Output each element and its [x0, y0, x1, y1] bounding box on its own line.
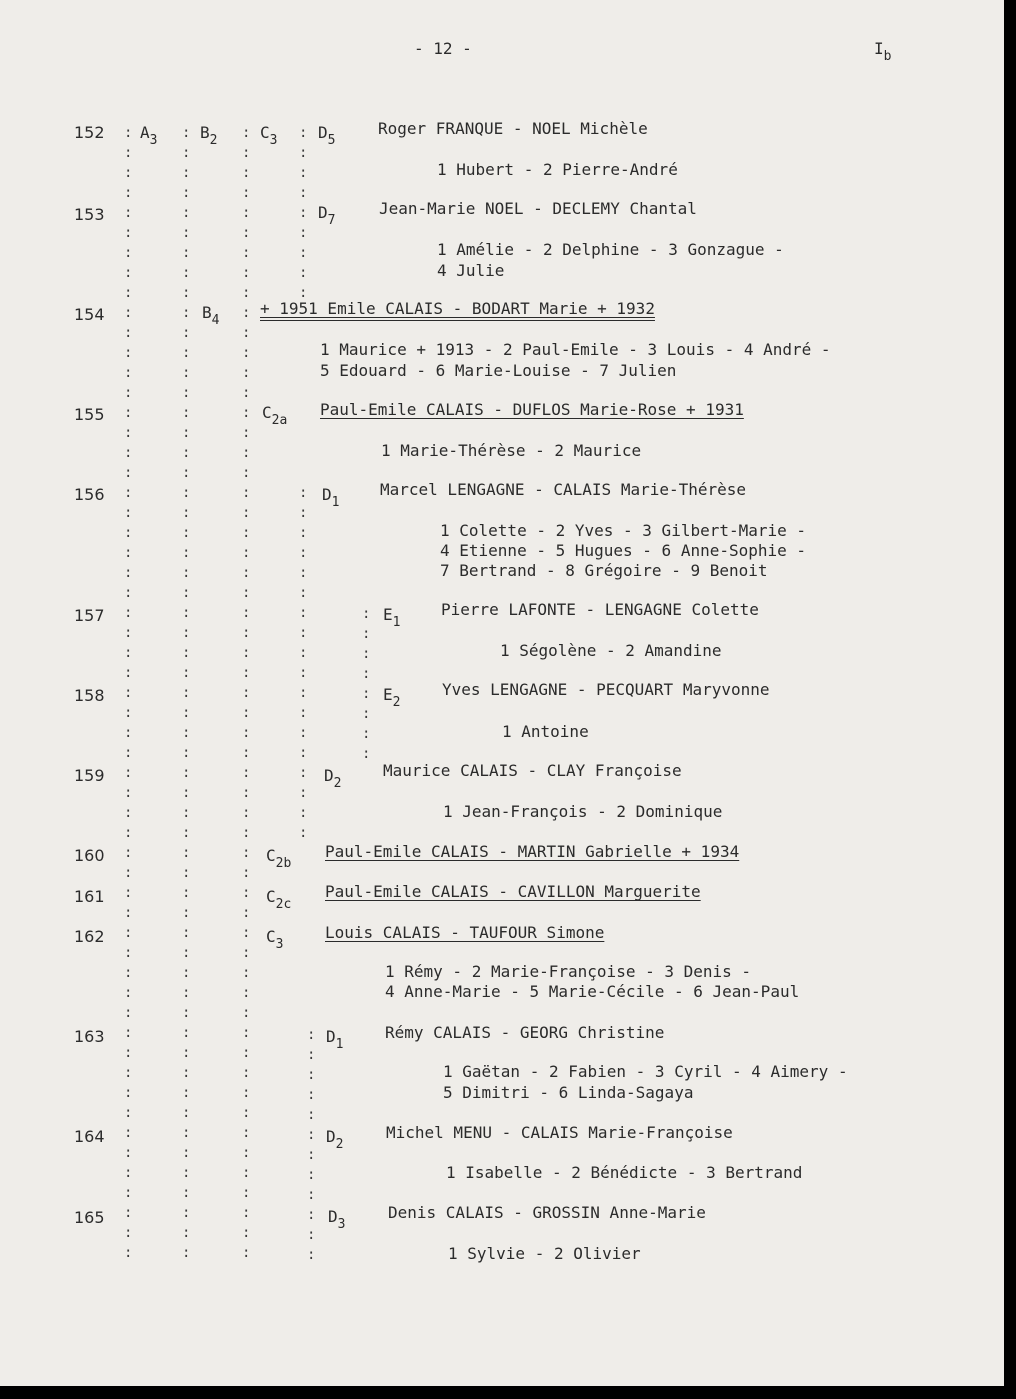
tree-colon: :	[242, 945, 251, 961]
tree-colon: :	[182, 665, 191, 681]
entry-number: 152	[74, 123, 105, 142]
couple-name: Jean-Marie NOEL - DECLEMY Chantal	[379, 199, 697, 218]
tree-colon: :	[242, 125, 251, 141]
generation-marker: $A_3$	[140, 123, 158, 148]
tree-colon: :	[299, 625, 308, 641]
tree-colon: :	[299, 565, 308, 581]
tree-colon: :	[307, 1107, 316, 1123]
children-line: 1 Colette - 2 Yves - 3 Gilbert-Marie -	[440, 521, 807, 540]
tree-colon: :	[124, 605, 133, 621]
couple-name: Pierre LAFONTE - LENGAGNE Colette	[441, 600, 759, 619]
tree-colon: :	[124, 745, 133, 761]
tree-colon: :	[182, 625, 191, 641]
tree-colon: :	[182, 825, 191, 841]
couple-name: Marcel LENGAGNE - CALAIS Marie-Thérèse	[380, 480, 747, 499]
tree-colon: :	[182, 285, 191, 301]
tree-colon: :	[182, 725, 191, 741]
tree-colon: :	[242, 565, 251, 581]
tree-colon: :	[242, 185, 251, 201]
tree-colon: :	[242, 285, 251, 301]
tree-colon: :	[242, 665, 251, 681]
tree-colon: :	[124, 1185, 133, 1201]
tree-colon: :	[182, 1085, 191, 1101]
tree-colon: :	[182, 1185, 191, 1201]
tree-colon: :	[242, 745, 251, 761]
entry-number: 162	[74, 927, 105, 946]
tree-colon: :	[299, 685, 308, 701]
tree-colon: :	[242, 485, 251, 501]
tree-colon: :	[182, 545, 191, 561]
children-line: 1 Rémy - 2 Marie-Françoise - 3 Denis -	[385, 962, 752, 981]
tree-colon: :	[299, 165, 308, 181]
tree-colon: :	[299, 645, 308, 661]
tree-colon: :	[299, 605, 308, 621]
tree-colon: :	[307, 1247, 316, 1263]
tree-colon: :	[124, 265, 133, 281]
tree-colon: :	[299, 805, 308, 821]
tree-colon: :	[124, 905, 133, 921]
tree-colon: :	[124, 705, 133, 721]
tree-colon: :	[124, 965, 133, 981]
entry-number: 163	[74, 1027, 105, 1046]
tree-colon: :	[124, 1165, 133, 1181]
tree-colon: :	[124, 1225, 133, 1241]
tree-colon: :	[242, 405, 251, 421]
tree-colon: :	[242, 805, 251, 821]
tree-colon: :	[124, 1125, 133, 1141]
tree-colon: :	[242, 985, 251, 1001]
tree-colon: :	[242, 885, 251, 901]
tree-colon: :	[124, 1245, 133, 1261]
entry-number: 157	[74, 606, 105, 625]
tree-colon: :	[307, 1187, 316, 1203]
tree-colon: :	[307, 1047, 316, 1063]
tree-colon: :	[124, 1025, 133, 1041]
tree-colon: :	[124, 945, 133, 961]
children-line: 1 Marie-Thérèse - 2 Maurice	[381, 441, 642, 460]
tree-colon: :	[242, 1245, 251, 1261]
tree-colon: :	[242, 1025, 251, 1041]
couple-name: Denis CALAIS - GROSSIN Anne-Marie	[388, 1203, 706, 1222]
tree-colon: :	[299, 745, 308, 761]
tree-colon: :	[124, 485, 133, 501]
tree-colon: :	[124, 545, 133, 561]
tree-colon: :	[124, 325, 133, 341]
tree-colon: :	[242, 1005, 251, 1021]
tree-colon: :	[124, 1105, 133, 1121]
tree-colon: :	[307, 1067, 316, 1083]
tree-colon: :	[307, 1207, 316, 1223]
tree-colon: :	[307, 1147, 316, 1163]
tree-colon: :	[307, 1167, 316, 1183]
tree-colon: :	[182, 1005, 191, 1021]
generation-marker: $E_1$	[383, 605, 401, 630]
tree-colon: :	[182, 185, 191, 201]
tree-colon: :	[124, 625, 133, 641]
tree-colon: :	[182, 785, 191, 801]
generation-marker: $E_2$	[383, 685, 401, 710]
tree-colon: :	[124, 725, 133, 741]
children-line: 5 Dimitri - 6 Linda-Sagaya	[443, 1083, 694, 1102]
tree-colon: :	[242, 145, 251, 161]
tree-colon: :	[182, 905, 191, 921]
tree-colon: :	[124, 525, 133, 541]
tree-colon: :	[299, 505, 308, 521]
tree-colon: :	[362, 666, 371, 682]
tree-colon: :	[124, 145, 133, 161]
tree-colon: :	[182, 1225, 191, 1241]
tree-colon: :	[299, 245, 308, 261]
couple-name: + 1951 Emile CALAIS - BODART Marie + 1932	[260, 299, 655, 318]
tree-colon: :	[182, 265, 191, 281]
generation-marker: $C_{2a}$	[262, 403, 288, 428]
entry-number: 153	[74, 205, 105, 224]
tree-colon: :	[124, 1145, 133, 1161]
tree-colon: :	[242, 705, 251, 721]
tree-colon: :	[307, 1227, 316, 1243]
generation-marker: $C_3$	[260, 123, 278, 148]
tree-colon: :	[182, 325, 191, 341]
children-line: 1 Antoine	[502, 722, 589, 741]
tree-colon: :	[182, 565, 191, 581]
tree-colon: :	[124, 645, 133, 661]
tree-colon: :	[124, 1085, 133, 1101]
tree-colon: :	[124, 685, 133, 701]
tree-colon: :	[182, 345, 191, 361]
generation-marker: $B_4$	[202, 303, 220, 328]
tree-colon: :	[182, 845, 191, 861]
tree-colon: :	[242, 785, 251, 801]
tree-colon: :	[299, 285, 308, 301]
tree-colon: :	[299, 225, 308, 241]
tree-colon: :	[299, 145, 308, 161]
tree-colon: :	[299, 585, 308, 601]
tree-colon: :	[182, 525, 191, 541]
couple-name: Paul-Emile CALAIS - CAVILLON Marguerite	[325, 882, 701, 901]
tree-colon: :	[182, 645, 191, 661]
tree-colon: :	[182, 765, 191, 781]
children-line: 4 Anne-Marie - 5 Marie-Cécile - 6 Jean-Paul	[385, 982, 800, 1001]
tree-colon: :	[182, 125, 191, 141]
tree-colon: :	[242, 1205, 251, 1221]
tree-colon: :	[182, 405, 191, 421]
tree-colon: :	[299, 765, 308, 781]
entry-number: 156	[74, 485, 105, 504]
tree-colon: :	[362, 726, 371, 742]
page-number: - 12 -	[414, 39, 472, 58]
children-line: 1 Jean-François - 2 Dominique	[443, 802, 723, 821]
tree-colon: :	[242, 365, 251, 381]
tree-colon: :	[242, 305, 251, 321]
couple-name: Rémy CALAIS - GEORG Christine	[385, 1023, 665, 1042]
tree-colon: :	[182, 145, 191, 161]
tree-colon: :	[242, 325, 251, 341]
tree-colon: :	[182, 205, 191, 221]
tree-colon: :	[242, 245, 251, 261]
tree-colon: :	[182, 225, 191, 241]
tree-colon: :	[242, 265, 251, 281]
couple-name: Paul-Emile CALAIS - DUFLOS Marie-Rose + 1931	[320, 400, 744, 419]
tree-colon: :	[242, 845, 251, 861]
tree-colon: :	[182, 745, 191, 761]
tree-colon: :	[124, 1205, 133, 1221]
children-line: 7 Bertrand - 8 Grégoire - 9 Benoit	[440, 561, 768, 580]
generation-marker: $C_{2b}$	[266, 846, 292, 871]
tree-colon: :	[124, 305, 133, 321]
tree-colon: :	[242, 1085, 251, 1101]
tree-colon: :	[362, 686, 371, 702]
tree-colon: :	[124, 785, 133, 801]
tree-colon: :	[182, 705, 191, 721]
generation-marker: $D_1$	[326, 1027, 344, 1052]
tree-colon: :	[124, 865, 133, 881]
tree-colon: :	[242, 505, 251, 521]
generation-marker: $D_5$	[318, 123, 336, 148]
tree-colon: :	[124, 825, 133, 841]
tree-colon: :	[242, 1145, 251, 1161]
entry-number: 160	[74, 846, 105, 865]
tree-colon: :	[124, 1065, 133, 1081]
tree-colon: :	[182, 985, 191, 1001]
tree-colon: :	[242, 445, 251, 461]
tree-colon: :	[182, 1025, 191, 1041]
tree-colon: :	[299, 525, 308, 541]
tree-colon: :	[124, 505, 133, 521]
tree-colon: :	[242, 1125, 251, 1141]
tree-colon: :	[182, 425, 191, 441]
couple-name: Roger FRANQUE - NOEL Michèle	[378, 119, 648, 138]
tree-colon: :	[299, 825, 308, 841]
tree-colon: :	[124, 245, 133, 261]
tree-colon: :	[362, 646, 371, 662]
section-label: $I_b$	[874, 39, 892, 64]
tree-colon: :	[124, 165, 133, 181]
tree-colon: :	[242, 925, 251, 941]
tree-colon: :	[242, 765, 251, 781]
tree-colon: :	[124, 285, 133, 301]
tree-colon: :	[182, 485, 191, 501]
children-line: 1 Amélie - 2 Delphine - 3 Gonzague -	[437, 240, 784, 259]
tree-colon: :	[242, 1065, 251, 1081]
tree-colon: :	[242, 205, 251, 221]
tree-colon: :	[124, 125, 133, 141]
tree-colon: :	[182, 305, 191, 321]
tree-colon: :	[182, 1105, 191, 1121]
tree-colon: :	[242, 525, 251, 541]
tree-colon: :	[299, 785, 308, 801]
tree-colon: :	[124, 985, 133, 1001]
tree-colon: :	[242, 685, 251, 701]
generation-marker: $D_7$	[318, 203, 336, 228]
tree-colon: :	[182, 1045, 191, 1061]
tree-colon: :	[242, 165, 251, 181]
tree-colon: :	[182, 945, 191, 961]
children-line: 1 Isabelle - 2 Bénédicte - 3 Bertrand	[446, 1163, 803, 1182]
tree-colon: :	[124, 225, 133, 241]
tree-colon: :	[242, 965, 251, 981]
tree-colon: :	[299, 725, 308, 741]
tree-colon: :	[124, 1005, 133, 1021]
tree-colon: :	[242, 345, 251, 361]
tree-colon: :	[182, 1165, 191, 1181]
tree-colon: :	[242, 425, 251, 441]
generation-marker: $B_2$	[200, 123, 218, 148]
tree-colon: :	[124, 425, 133, 441]
couple-name: Maurice CALAIS - CLAY Françoise	[383, 761, 682, 780]
tree-colon: :	[242, 825, 251, 841]
tree-colon: :	[242, 605, 251, 621]
tree-colon: :	[242, 545, 251, 561]
tree-colon: :	[182, 685, 191, 701]
tree-colon: :	[299, 705, 308, 721]
tree-colon: :	[124, 365, 133, 381]
tree-colon: :	[242, 465, 251, 481]
tree-colon: :	[362, 626, 371, 642]
tree-colon: :	[242, 905, 251, 921]
tree-colon: :	[124, 805, 133, 821]
tree-colon: :	[182, 165, 191, 181]
tree-colon: :	[182, 925, 191, 941]
tree-colon: :	[362, 746, 371, 762]
tree-colon: :	[182, 865, 191, 881]
tree-colon: :	[124, 345, 133, 361]
tree-colon: :	[242, 1045, 251, 1061]
tree-colon: :	[299, 185, 308, 201]
couple-name: Yves LENGAGNE - PECQUART Maryvonne	[442, 680, 770, 699]
children-line: 4 Julie	[437, 261, 505, 280]
tree-colon: :	[242, 645, 251, 661]
tree-colon: :	[182, 365, 191, 381]
tree-colon: :	[124, 185, 133, 201]
tree-colon: :	[182, 1145, 191, 1161]
tree-colon: :	[124, 1045, 133, 1061]
tree-colon: :	[182, 885, 191, 901]
tree-colon: :	[242, 225, 251, 241]
generation-marker: $C_3$	[266, 927, 284, 952]
tree-colon: :	[362, 606, 371, 622]
entry-number: 158	[74, 686, 105, 705]
tree-colon: :	[182, 505, 191, 521]
tree-colon: :	[307, 1127, 316, 1143]
tree-colon: :	[299, 545, 308, 561]
tree-colon: :	[182, 1065, 191, 1081]
tree-colon: :	[182, 1205, 191, 1221]
entry-number: 155	[74, 405, 105, 424]
tree-colon: :	[307, 1027, 316, 1043]
tree-colon: :	[124, 885, 133, 901]
children-line: 1 Sylvie - 2 Olivier	[448, 1244, 641, 1263]
generation-marker: $D_3$	[328, 1207, 346, 1232]
children-line: 1 Maurice + 1913 - 2 Paul-Emile - 3 Louis - 4 André -	[320, 340, 831, 359]
entry-number: 164	[74, 1127, 105, 1146]
tree-colon: :	[124, 925, 133, 941]
tree-colon: :	[124, 765, 133, 781]
tree-colon: :	[242, 625, 251, 641]
children-line: 5 Edouard - 6 Marie-Louise - 7 Julien	[320, 361, 677, 380]
tree-colon: :	[242, 1105, 251, 1121]
entry-number: 161	[74, 887, 105, 906]
tree-colon: :	[124, 465, 133, 481]
tree-colon: :	[182, 245, 191, 261]
tree-colon: :	[182, 465, 191, 481]
tree-colon: :	[124, 585, 133, 601]
tree-colon: :	[299, 265, 308, 281]
tree-colon: :	[124, 565, 133, 581]
entry-number: 165	[74, 1208, 105, 1227]
tree-colon: :	[182, 605, 191, 621]
children-line: 1 Gaëtan - 2 Fabien - 3 Cyril - 4 Aimery -	[443, 1062, 848, 1081]
tree-colon: :	[182, 445, 191, 461]
couple-name: Michel MENU - CALAIS Marie-Françoise	[386, 1123, 733, 1142]
tree-colon: :	[124, 845, 133, 861]
entry-number: 154	[74, 305, 105, 324]
generation-marker: $D_2$	[326, 1127, 344, 1152]
tree-colon: :	[124, 405, 133, 421]
tree-colon: :	[182, 965, 191, 981]
children-line: 1 Hubert - 2 Pierre-André	[437, 160, 678, 179]
tree-colon: :	[182, 805, 191, 821]
generation-marker: $D_2$	[324, 766, 342, 791]
tree-colon: :	[299, 205, 308, 221]
tree-colon: :	[124, 445, 133, 461]
tree-colon: :	[124, 205, 133, 221]
couple-name: Paul-Emile CALAIS - MARTIN Gabrielle + 1934	[325, 842, 740, 861]
tree-colon: :	[242, 865, 251, 881]
tree-colon: :	[242, 585, 251, 601]
tree-colon: :	[299, 665, 308, 681]
couple-name: Louis CALAIS - TAUFOUR Simone	[325, 923, 605, 942]
tree-colon: :	[362, 706, 371, 722]
tree-colon: :	[242, 1165, 251, 1181]
tree-colon: :	[299, 485, 308, 501]
tree-colon: :	[182, 385, 191, 401]
generation-marker: $D_1$	[322, 485, 340, 510]
children-line: 1 Ségolène - 2 Amandine	[500, 641, 722, 660]
tree-colon: :	[299, 125, 308, 141]
tree-colon: :	[307, 1087, 316, 1103]
tree-colon: :	[124, 385, 133, 401]
tree-colon: :	[242, 1225, 251, 1241]
tree-colon: :	[182, 1125, 191, 1141]
tree-colon: :	[242, 385, 251, 401]
entry-number: 159	[74, 766, 105, 785]
tree-colon: :	[182, 585, 191, 601]
children-line: 4 Etienne - 5 Hugues - 6 Anne-Sophie -	[440, 541, 807, 560]
tree-colon: :	[242, 1185, 251, 1201]
generation-marker: $C_{2c}$	[266, 887, 292, 912]
tree-colon: :	[124, 665, 133, 681]
tree-colon: :	[182, 1245, 191, 1261]
tree-colon: :	[242, 725, 251, 741]
